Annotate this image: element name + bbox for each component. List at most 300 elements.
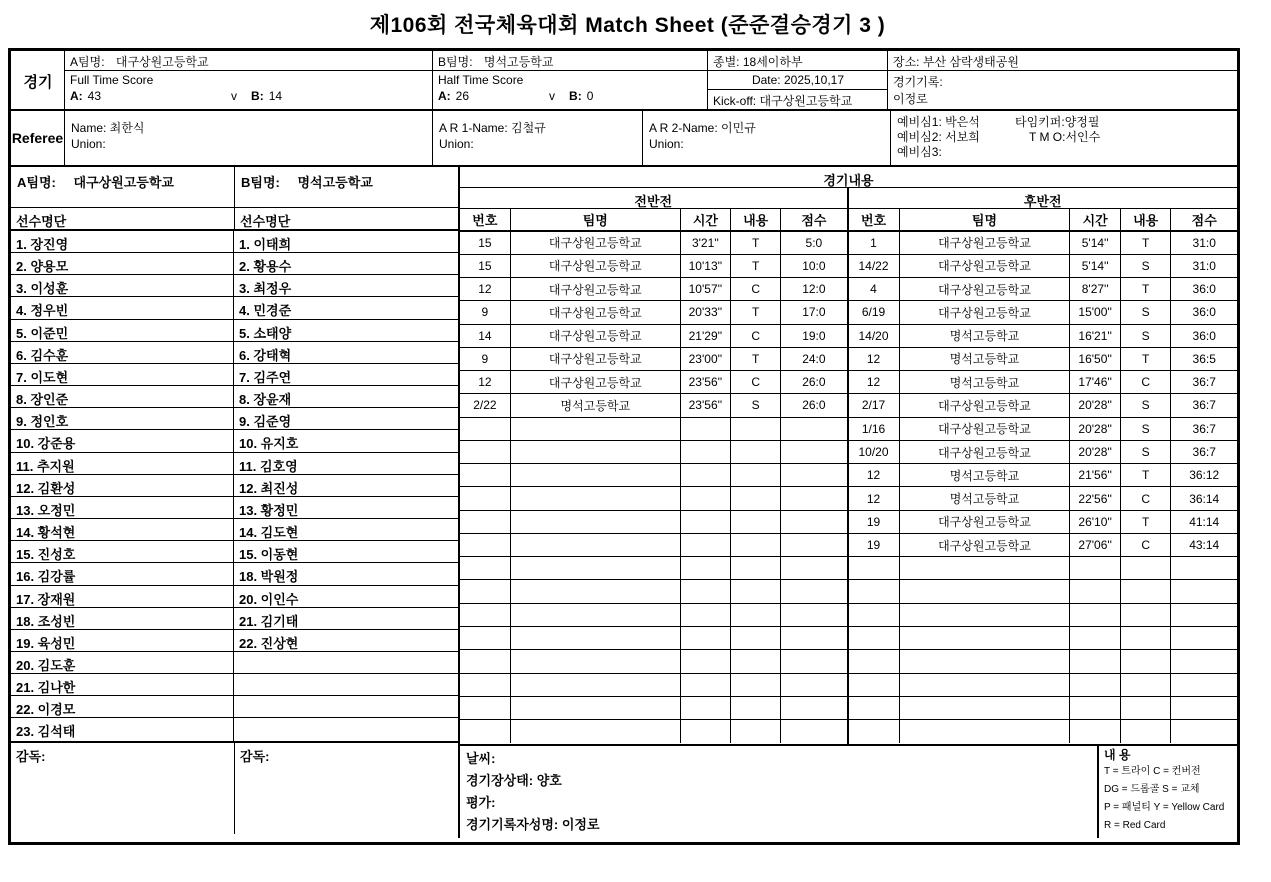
player-a-row: 11. 추지원 bbox=[11, 453, 233, 475]
col-header-team: 팀명 bbox=[510, 209, 680, 231]
event-time bbox=[680, 487, 730, 510]
event-time bbox=[680, 417, 730, 440]
second-half-event-row bbox=[849, 464, 1238, 487]
event-type bbox=[731, 510, 781, 533]
tmo: T M O:서인수 bbox=[1029, 130, 1101, 144]
roster-body bbox=[11, 231, 458, 741]
first-half-event-row bbox=[460, 603, 847, 626]
second-half-event-row bbox=[849, 603, 1238, 626]
event-player-number bbox=[460, 720, 510, 743]
player-a-row: 6. 김수훈 bbox=[11, 342, 233, 364]
first-half-event-row bbox=[460, 324, 847, 347]
event-player-number bbox=[460, 533, 510, 556]
second-half-event-row bbox=[849, 487, 1238, 510]
ar1-name: A R 1-Name: 김철규 bbox=[439, 121, 546, 135]
reserve-official-1: 예비심1: 박은석 bbox=[897, 115, 980, 129]
event-player-number bbox=[849, 696, 900, 719]
event-time bbox=[1070, 650, 1121, 673]
coach-a-label: 감독: bbox=[11, 743, 235, 834]
b-team-value: 명석고등학교 bbox=[483, 55, 554, 69]
first-half-header-row bbox=[460, 209, 847, 231]
page-title: 제106회 전국체육대회 Match Sheet (준준결승경기 3 ) bbox=[369, 14, 886, 37]
event-time bbox=[680, 650, 730, 673]
roster-section bbox=[11, 167, 460, 838]
event-type bbox=[1120, 580, 1171, 603]
second-half-event-row bbox=[849, 417, 1238, 440]
event-time: 23'56'' bbox=[680, 371, 730, 394]
event-team bbox=[510, 720, 680, 743]
second-half-event-row bbox=[849, 394, 1238, 417]
event-team bbox=[899, 557, 1070, 580]
col-header-time: 시간 bbox=[1070, 209, 1121, 231]
event-type: C bbox=[1120, 371, 1171, 394]
event-score: 36:7 bbox=[1171, 440, 1237, 463]
first-half-event-row bbox=[460, 301, 847, 324]
player-b-row: 8. 장윤재 bbox=[234, 386, 458, 408]
roster-b-list-label: 선수명단 bbox=[240, 214, 291, 229]
second-half-event-row bbox=[849, 371, 1238, 394]
event-player-number bbox=[849, 720, 900, 743]
event-time: 23'56'' bbox=[680, 394, 730, 417]
event-team: 대구상원고등학교 bbox=[899, 440, 1070, 463]
half-time-a-label: A: bbox=[438, 89, 451, 103]
full-time-label: Full Time Score bbox=[70, 73, 154, 87]
player-a-row: 8. 장인준 bbox=[11, 386, 233, 408]
first-half-event-row bbox=[460, 231, 847, 254]
a-team-name bbox=[65, 51, 433, 71]
event-score: 36:7 bbox=[1171, 371, 1237, 394]
first-half-event-row bbox=[460, 580, 847, 603]
event-time bbox=[680, 627, 730, 650]
first-half-event-row bbox=[460, 650, 847, 673]
event-time: 10'13'' bbox=[680, 254, 730, 277]
reserve-officials bbox=[897, 115, 1015, 165]
event-team: 대구상원고등학교 bbox=[510, 301, 680, 324]
event-score bbox=[781, 720, 847, 743]
event-player-number: 12 bbox=[849, 487, 900, 510]
half-time-b-value: 0 bbox=[586, 89, 594, 103]
event-team bbox=[510, 440, 680, 463]
col-header-type: 내용 bbox=[731, 209, 781, 231]
player-a-row: 20. 김도훈 bbox=[11, 652, 233, 674]
first-half-event-row bbox=[460, 557, 847, 580]
event-type: S bbox=[1120, 301, 1171, 324]
event-type bbox=[731, 603, 781, 626]
a-team-label: A팀명: bbox=[70, 55, 105, 69]
event-team bbox=[510, 417, 680, 440]
event-team bbox=[510, 487, 680, 510]
event-player-number: 6/19 bbox=[849, 301, 900, 324]
event-type: T bbox=[731, 347, 781, 370]
match-info-section bbox=[11, 51, 1237, 111]
event-time bbox=[680, 533, 730, 556]
event-type: T bbox=[1120, 278, 1171, 301]
event-type: T bbox=[731, 301, 781, 324]
event-time: 27'06'' bbox=[1070, 533, 1121, 556]
recorder-name: 경기기록자성명: 이정로 bbox=[466, 817, 600, 832]
event-player-number: 15 bbox=[460, 231, 510, 254]
ar1-info bbox=[433, 111, 643, 165]
player-b-row: 5. 소태양 bbox=[234, 320, 458, 342]
player-a-row: 3. 이성훈 bbox=[11, 275, 233, 297]
event-type bbox=[1120, 603, 1171, 626]
first-half-event-row bbox=[460, 720, 847, 743]
event-score: 26:0 bbox=[781, 371, 847, 394]
roster-a-list-label: 선수명단 bbox=[11, 208, 235, 229]
event-team bbox=[510, 673, 680, 696]
second-half-header-row bbox=[849, 209, 1238, 231]
player-b-row: 3. 최정우 bbox=[234, 275, 458, 297]
event-score bbox=[1171, 580, 1237, 603]
event-score: 31:0 bbox=[1171, 231, 1237, 254]
event-team bbox=[899, 696, 1070, 719]
second-half-label: 후반전 bbox=[849, 188, 1238, 209]
event-team: 대구상원고등학교 bbox=[510, 231, 680, 254]
legend-title: 내 용 bbox=[1104, 748, 1131, 762]
event-score bbox=[781, 696, 847, 719]
event-time bbox=[1070, 603, 1121, 626]
event-score bbox=[781, 603, 847, 626]
roster-b-team: 명석고등학교 bbox=[297, 175, 373, 190]
event-type bbox=[1120, 720, 1171, 743]
event-type: S bbox=[1120, 254, 1171, 277]
event-team bbox=[899, 627, 1070, 650]
event-team bbox=[510, 603, 680, 626]
second-half-event-row bbox=[849, 650, 1238, 673]
second-half-event-row bbox=[849, 696, 1238, 719]
coach-b-label: 감독: bbox=[240, 749, 270, 764]
event-score: 43:14 bbox=[1171, 533, 1237, 556]
event-team bbox=[899, 720, 1070, 743]
event-time bbox=[680, 510, 730, 533]
event-player-number bbox=[849, 650, 900, 673]
event-score bbox=[781, 650, 847, 673]
event-player-number: 9 bbox=[460, 347, 510, 370]
event-type bbox=[731, 627, 781, 650]
event-time bbox=[1070, 580, 1121, 603]
player-a-row: 1. 장진영 bbox=[11, 231, 233, 253]
second-half-event-row bbox=[849, 347, 1238, 370]
event-time bbox=[680, 603, 730, 626]
event-type: C bbox=[1120, 487, 1171, 510]
event-player-number: 19 bbox=[849, 533, 900, 556]
match-sheet-document bbox=[8, 48, 1240, 845]
event-score: 36:0 bbox=[1171, 301, 1237, 324]
event-team: 대구상원고등학교 bbox=[899, 231, 1070, 254]
event-team bbox=[510, 627, 680, 650]
event-player-number bbox=[460, 650, 510, 673]
event-time: 8'27'' bbox=[1070, 278, 1121, 301]
event-score: 36:7 bbox=[1171, 394, 1237, 417]
event-score: 12:0 bbox=[781, 278, 847, 301]
first-half-event-row bbox=[460, 673, 847, 696]
second-half-event-row bbox=[849, 557, 1238, 580]
field-condition: 경기장상태: 양호 bbox=[466, 773, 562, 788]
roster-b-label: B팀명: bbox=[241, 175, 280, 190]
roster-a-team-header bbox=[11, 167, 235, 207]
event-type: S bbox=[1120, 394, 1171, 417]
legend-line-try-conversion: T = 트라이 C = 컨버전 bbox=[1104, 766, 1201, 777]
referee-union: Union: bbox=[71, 137, 106, 151]
event-team: 대구상원고등학교 bbox=[510, 278, 680, 301]
kickoff: Kick-off: 대구상원고등학교 bbox=[708, 90, 888, 109]
event-type: T bbox=[731, 254, 781, 277]
ar2-union: Union: bbox=[649, 137, 684, 151]
event-team: 대구상원고등학교 bbox=[510, 324, 680, 347]
reserve-official-3: 예비심3: bbox=[897, 145, 942, 159]
player-b-row: 15. 이동현 bbox=[234, 541, 458, 563]
player-b-row: 6. 강태혁 bbox=[234, 342, 458, 364]
event-time bbox=[680, 673, 730, 696]
event-score bbox=[781, 440, 847, 463]
full-time-a-label: A: bbox=[70, 89, 83, 103]
event-score bbox=[781, 533, 847, 556]
legend-line-penalty-yellow: P = 패널티 Y = Yellow Card bbox=[1104, 802, 1225, 813]
first-half-event-row bbox=[460, 254, 847, 277]
player-b-row bbox=[234, 652, 458, 674]
player-a-row: 18. 조성빈 bbox=[11, 608, 233, 630]
player-b-row: 10. 유지호 bbox=[234, 430, 458, 452]
second-half-event-row bbox=[849, 231, 1238, 254]
event-score: 10:0 bbox=[781, 254, 847, 277]
event-player-number: 19 bbox=[849, 510, 900, 533]
event-player-number: 1 bbox=[849, 231, 900, 254]
event-team: 대구상원고등학교 bbox=[510, 347, 680, 370]
event-type bbox=[1120, 650, 1171, 673]
event-team: 명석고등학교 bbox=[899, 464, 1070, 487]
event-player-number bbox=[460, 464, 510, 487]
event-player-number: 15 bbox=[460, 254, 510, 277]
player-a-row: 13. 오정민 bbox=[11, 497, 233, 519]
event-time bbox=[680, 464, 730, 487]
event-score: 19:0 bbox=[781, 324, 847, 347]
event-player-number: 14/22 bbox=[849, 254, 900, 277]
event-time: 15'00'' bbox=[1070, 301, 1121, 324]
event-team: 명석고등학교 bbox=[899, 347, 1070, 370]
event-type bbox=[731, 487, 781, 510]
event-team bbox=[899, 673, 1070, 696]
event-score bbox=[781, 487, 847, 510]
player-b-row bbox=[234, 674, 458, 696]
second-half-event-row bbox=[849, 627, 1238, 650]
score-code-legend bbox=[1097, 746, 1237, 838]
roster-a-label: A팀명: bbox=[17, 175, 56, 190]
event-type bbox=[731, 696, 781, 719]
event-time: 10'57'' bbox=[680, 278, 730, 301]
event-type: T bbox=[1120, 464, 1171, 487]
event-time: 3'21'' bbox=[680, 231, 730, 254]
player-a-row: 21. 김나한 bbox=[11, 674, 233, 696]
full-time-b-label: B: bbox=[251, 89, 264, 103]
half-time-a-value: 26 bbox=[455, 89, 470, 103]
ar2-info bbox=[643, 111, 891, 165]
venue: 장소: 부산 삼락생태공원 bbox=[888, 51, 1237, 71]
second-half-event-row bbox=[849, 510, 1238, 533]
event-type: S bbox=[731, 394, 781, 417]
event-player-number: 2/17 bbox=[849, 394, 900, 417]
time-officials bbox=[1015, 115, 1100, 165]
match-log-title: 경기내용 bbox=[460, 167, 1237, 188]
event-score: 36:0 bbox=[1171, 324, 1237, 347]
event-score: 36:0 bbox=[1171, 278, 1237, 301]
event-score: 17:0 bbox=[781, 301, 847, 324]
event-player-number bbox=[849, 580, 900, 603]
roster-a-column bbox=[11, 231, 234, 741]
versus-label: v bbox=[549, 89, 556, 103]
event-type bbox=[1120, 673, 1171, 696]
event-score: 36:12 bbox=[1171, 464, 1237, 487]
col-header-number: 번호 bbox=[849, 209, 900, 231]
event-time: 16'50'' bbox=[1070, 347, 1121, 370]
event-player-number: 12 bbox=[849, 371, 900, 394]
col-header-team: 팀명 bbox=[899, 209, 1070, 231]
event-team bbox=[899, 650, 1070, 673]
event-team: 대구상원고등학교 bbox=[899, 510, 1070, 533]
full-time-score bbox=[65, 71, 433, 109]
full-time-values bbox=[70, 87, 428, 103]
event-score: 41:14 bbox=[1171, 510, 1237, 533]
event-time: 21'29'' bbox=[680, 324, 730, 347]
event-score bbox=[781, 557, 847, 580]
timekeeper: 타임키퍼:양정필 bbox=[1015, 115, 1100, 129]
player-b-row: 4. 민경준 bbox=[234, 297, 458, 319]
second-half-event-row bbox=[849, 673, 1238, 696]
event-team: 대구상원고등학교 bbox=[899, 278, 1070, 301]
event-time: 16'21'' bbox=[1070, 324, 1121, 347]
player-b-row: 22. 진상현 bbox=[234, 630, 458, 652]
event-player-number: 12 bbox=[460, 371, 510, 394]
referee-name: Name: 최한식 bbox=[71, 121, 145, 135]
event-team bbox=[899, 580, 1070, 603]
event-player-number: 14/20 bbox=[849, 324, 900, 347]
event-team: 대구상원고등학교 bbox=[899, 254, 1070, 277]
event-time bbox=[680, 580, 730, 603]
player-b-row: 7. 김주연 bbox=[234, 364, 458, 386]
event-team: 대구상원고등학교 bbox=[510, 371, 680, 394]
second-half-event-row bbox=[849, 278, 1238, 301]
player-a-row: 17. 장재원 bbox=[11, 586, 233, 608]
event-player-number bbox=[460, 487, 510, 510]
event-player-number: 2/22 bbox=[460, 394, 510, 417]
player-a-row: 16. 김강률 bbox=[11, 563, 233, 585]
event-score bbox=[1171, 673, 1237, 696]
player-b-row: 14. 김도현 bbox=[234, 519, 458, 541]
event-score bbox=[1171, 720, 1237, 743]
event-player-number bbox=[460, 673, 510, 696]
first-half-event-row bbox=[460, 510, 847, 533]
event-score: 36:14 bbox=[1171, 487, 1237, 510]
first-half-label: 전반전 bbox=[460, 188, 847, 209]
event-player-number bbox=[460, 510, 510, 533]
event-team: 명석고등학교 bbox=[899, 324, 1070, 347]
event-type: T bbox=[731, 231, 781, 254]
category: 종별: 18세이하부 bbox=[708, 51, 888, 71]
b-team-label: B팀명: bbox=[438, 55, 473, 69]
full-time-b-value: 14 bbox=[268, 89, 283, 103]
event-type: C bbox=[731, 371, 781, 394]
second-half-table bbox=[849, 188, 1238, 744]
event-time: 5'14'' bbox=[1070, 231, 1121, 254]
first-half-event-row bbox=[460, 627, 847, 650]
b-team-name bbox=[433, 51, 708, 71]
event-time bbox=[1070, 696, 1121, 719]
event-team bbox=[510, 510, 680, 533]
event-time bbox=[1070, 627, 1121, 650]
weather-label: 날씨: bbox=[466, 751, 496, 766]
event-player-number bbox=[460, 627, 510, 650]
event-type: T bbox=[1120, 231, 1171, 254]
event-player-number: 4 bbox=[849, 278, 900, 301]
first-half-event-row bbox=[460, 533, 847, 556]
event-time: 20'33'' bbox=[680, 301, 730, 324]
footer-info bbox=[460, 746, 1097, 838]
match-officials bbox=[891, 111, 1237, 165]
player-b-row: 20. 이인수 bbox=[234, 586, 458, 608]
event-type bbox=[731, 720, 781, 743]
referee-label: Referee bbox=[11, 111, 65, 165]
event-team: 대구상원고등학교 bbox=[899, 533, 1070, 556]
event-player-number: 12 bbox=[849, 464, 900, 487]
second-half-event-row bbox=[849, 254, 1238, 277]
event-time: 20'28'' bbox=[1070, 394, 1121, 417]
event-type: S bbox=[1120, 324, 1171, 347]
event-score bbox=[1171, 696, 1237, 719]
event-team bbox=[510, 696, 680, 719]
first-half-event-row bbox=[460, 417, 847, 440]
player-b-row: 12. 최진성 bbox=[234, 475, 458, 497]
event-score bbox=[781, 510, 847, 533]
event-team bbox=[510, 557, 680, 580]
match-label: 경기 bbox=[11, 51, 65, 109]
a-team-value: 대구상원고등학교 bbox=[115, 55, 209, 69]
event-time: 26'10'' bbox=[1070, 510, 1121, 533]
event-player-number bbox=[460, 580, 510, 603]
roster-b-team-header bbox=[235, 167, 458, 207]
event-score: 26:0 bbox=[781, 394, 847, 417]
second-half-event-row bbox=[849, 580, 1238, 603]
event-type bbox=[731, 533, 781, 556]
player-a-row: 2. 양용모 bbox=[11, 253, 233, 275]
event-type bbox=[731, 464, 781, 487]
event-player-number bbox=[460, 440, 510, 463]
col-header-time: 시간 bbox=[680, 209, 730, 231]
col-header-score: 점수 bbox=[781, 209, 847, 231]
player-a-row: 22. 이경모 bbox=[11, 696, 233, 718]
second-half-event-row bbox=[849, 720, 1238, 743]
player-b-row: 9. 김준영 bbox=[234, 408, 458, 430]
event-team bbox=[510, 464, 680, 487]
event-team: 대구상원고등학교 bbox=[899, 394, 1070, 417]
event-player-number: 1/16 bbox=[849, 417, 900, 440]
roster-label-row bbox=[11, 208, 458, 231]
event-player-number bbox=[460, 557, 510, 580]
legend-line-red: R = Red Card bbox=[1104, 820, 1166, 831]
col-header-type: 내용 bbox=[1120, 209, 1171, 231]
evaluation-label: 평가: bbox=[466, 795, 496, 810]
roster-team-headers bbox=[11, 167, 458, 208]
first-half-event-row bbox=[460, 487, 847, 510]
event-time bbox=[1070, 720, 1121, 743]
event-team: 명석고등학교 bbox=[899, 371, 1070, 394]
event-team: 명석고등학교 bbox=[510, 394, 680, 417]
event-player-number bbox=[460, 603, 510, 626]
roster-a-team: 대구상원고등학교 bbox=[73, 175, 174, 190]
event-time: 21'56'' bbox=[1070, 464, 1121, 487]
player-a-row: 7. 이도현 bbox=[11, 364, 233, 386]
event-team bbox=[899, 603, 1070, 626]
event-player-number bbox=[849, 673, 900, 696]
event-score bbox=[1171, 650, 1237, 673]
